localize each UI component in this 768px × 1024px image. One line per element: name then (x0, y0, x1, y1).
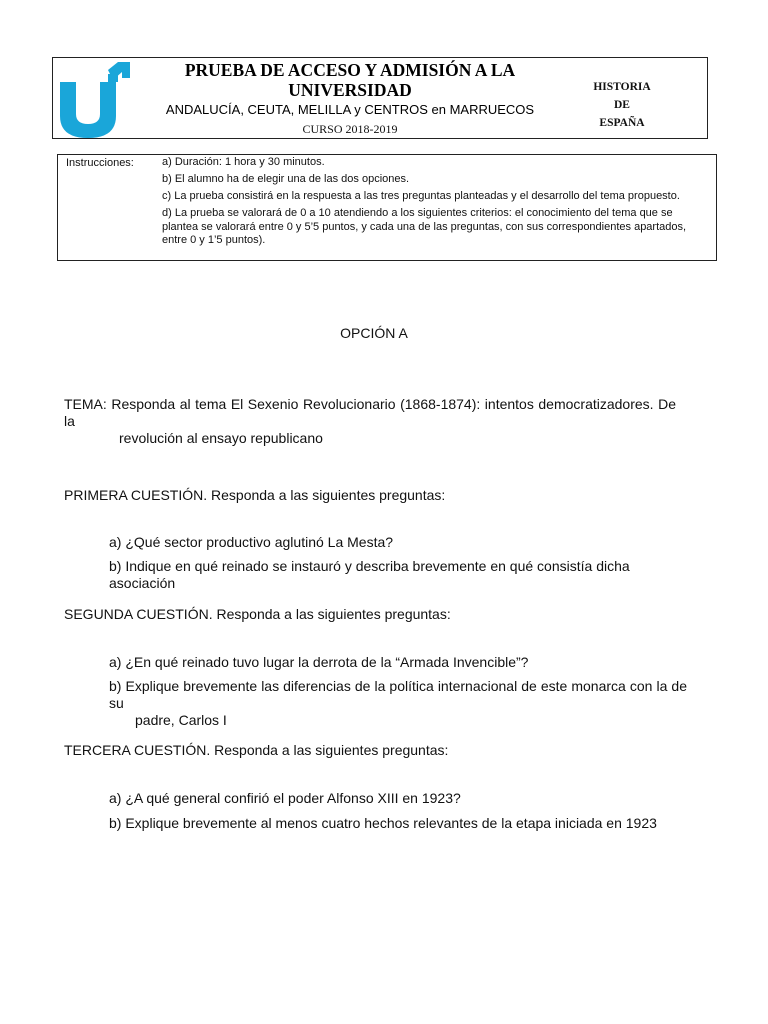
option-title: OPCIÓN A (340, 325, 408, 341)
university-logo-icon (58, 60, 132, 138)
question-header: PRIMERA CUESTIÓN. Responda a las siguientes preguntas: (64, 487, 446, 503)
exam-subject (570, 78, 674, 132)
subject-line: ESPAÑA (599, 117, 645, 129)
question-header: TERCERA CUESTIÓN. Responda a las siguientes preguntas: (64, 742, 449, 758)
instruction-item: c) La prueba consistirá en la respuesta a las tres preguntas planteadas y el desarrollo del tema propuesto. (162, 190, 680, 202)
exam-subtitle: ANDALUCÍA, CEUTA, MELILLA y CENTROS en MARRUECOS (165, 102, 535, 117)
tema-text-line1: Responda al tema El Sexenio Revolucionario (1868-1874): intentos democratizadores. De la (64, 396, 676, 429)
tema-block (64, 396, 676, 447)
logo-u-shape (60, 82, 116, 138)
question-item (109, 678, 687, 729)
exam-title: PRUEBA DE ACCESO Y ADMISIÓN A LA UNIVERSIDAD (184, 60, 516, 100)
subject-line: HISTORIA (593, 81, 651, 93)
tema-text-line2: revolución al ensayo republicano (119, 430, 323, 446)
instruction-item: d) La prueba se valorará de 0 a 10 atendiendo a los siguientes criterios: el conocimiento del tema que se plantea se valorará entre 0 y 5’5 puntos, y cada una de las preguntas, con sus correspondientes apartados, entre 0 y 1’5 puntos). (162, 207, 687, 246)
question-item: a) ¿En qué reinado tuvo lugar la derrota de la “Armada Invencible”? (109, 654, 529, 670)
question-item: b) Indique en qué reinado se instauró y describa brevemente en qué consistía dicha asociación (109, 558, 630, 591)
question-item: a) ¿A qué general confirió el poder Alfonso XIII en 1923? (109, 790, 461, 806)
question-header: SEGUNDA CUESTIÓN. Responda a las siguientes preguntas: (64, 606, 451, 622)
tema-label: TEMA: (64, 396, 107, 412)
logo-arrow-stem (108, 74, 118, 82)
question-item: b) Explique brevemente al menos cuatro hechos relevantes de la etapa iniciada en 1923 (109, 815, 657, 831)
instruction-item: a) Duración: 1 hora y 30 minutos. (162, 156, 325, 168)
question-item-text: b) Explique brevemente las diferencias de la política internacional de este monarca con la de su (109, 678, 687, 711)
question-item-continuation: padre, Carlos I (135, 712, 227, 728)
instructions-list (162, 156, 707, 251)
instruction-item: b) El alumno ha de elegir una de las dos opciones. (162, 173, 410, 185)
exam-course: CURSO 2018-2019 (302, 122, 398, 136)
question-item: a) ¿Qué sector productivo aglutinó La Mesta? (109, 534, 394, 550)
subject-line: DE (614, 99, 630, 111)
instructions-label: Instrucciones: (66, 157, 134, 169)
